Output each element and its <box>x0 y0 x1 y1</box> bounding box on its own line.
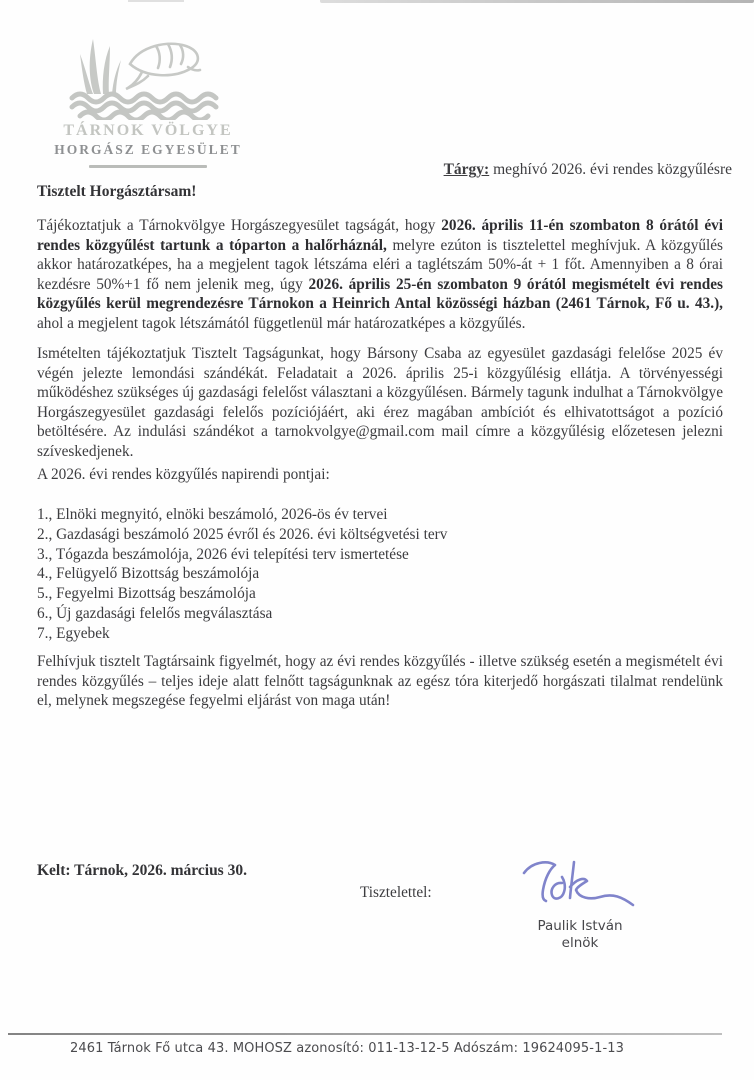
paragraph-invitation: Tájékoztatjuk a Tárnokvölgye Horgászegyesület tagságát, hogy 2026. április 11-én szombaton 8 órától évi rendes közgyűlést tartunk a tóparton a halőrháznál, melyre ezúton is tisztelettel meghívjuk. A közgyűlés akkor határozatképes, ha a megjelent tagok létszáma eléri a taglétszám 50%-át + 1 főt. Amennyiben a 8 órai kezdésre 50%+1 fő nem jelenik meg, úgy 2026. április 25-én szombaton 9 órától megismételt évi rendes közgyűlés kerül megrendezésre Tárnokon a Heinrich Antal közösségi házban (2461 Tárnok, Fő u. 43.), ahol a megjelent tagok létszámától függetlenül már határozatképes a közgyűlés. <box>37 217 724 332</box>
agenda-item: 6., Új gazdasági felelős megválasztása <box>37 604 273 622</box>
subject-line <box>444 161 732 179</box>
agenda-item: 4., Felügyelő Bizottság beszámolója <box>37 565 260 583</box>
agenda-item: 1., Elnöki megnyitó, elnöki beszámoló, 2026-ös év tervei <box>37 506 388 523</box>
paragraph-fishing-ban: Felhívjuk tisztelt Tagtársaink figyelmét, hogy az évi rendes közgyűlés - illetve szükség esetén a megismételt évi rendes közgyűlés – teljes ideje alatt felnőtt tagságunknak az egész tóra kiterjedő horgászati tilalmat rendelünk el, melynek megszegése fegyelmi eljárást von maga után! <box>37 653 723 709</box>
paragraph-treasurer: Ismételten tájékoztatjuk Tisztelt Tagságunkat, hogy Bársony Csaba az egyesület gazdasági felelőse 2025 év végén jelezte lemondási szándékát. Feladatait a 2026. április 25-i közgyűlésig ellátja. A törvényességi működéshez szükséges új gazdasági felelőst választani a közgyűlésen. Bármely tagunk indulhat a Tárnokvölgye Horgászegyesület gazdasági felelős pozíciójáért, aki érez magában ambíciót és elhivatottságot a pozíció betöltésére. Az indulási szándékot a tarnokvolgye@gmail.com mail címre a közgyűlésig előzetesen jelezni szíveskedjenek. <box>37 345 723 460</box>
agenda-list <box>37 505 447 644</box>
agenda-item: 7., Egyebek <box>37 624 110 642</box>
signature-block <box>505 918 655 952</box>
agenda-item: 2., Gazdasági beszámoló 2025 évről és 2026. évi költségvetési terv <box>37 525 448 543</box>
subject-label: Tárgy: <box>443 161 490 178</box>
signer-name: Paulik István <box>537 918 623 934</box>
association-logo <box>52 36 244 168</box>
footer-address: 2461 Tárnok Fő utca 43. MOHOSZ azonosító: 011-13-12-5 Adószám: 19624095-1-13 <box>69 1041 624 1056</box>
salutation: Tisztelt Horgásztársam! <box>37 183 197 200</box>
regards-label: Tisztelettel: <box>360 884 432 901</box>
footer-divider <box>8 1033 722 1035</box>
handwritten-signature-icon <box>512 856 646 914</box>
subject-text: meghívó 2026. évi rendes közgyűlésre <box>489 161 732 178</box>
dateline: Kelt: Tárnok, 2026. március 30. <box>37 862 247 879</box>
agenda-title: A 2026. évi rendes közgyűlés napirendi pontjai: <box>37 466 330 483</box>
agenda-item: 3., Tógazda beszámolója, 2026 évi telepítési terv ismertetése <box>37 545 409 563</box>
logo-divider <box>89 165 207 168</box>
signer-title: elnök <box>561 935 599 951</box>
logo-org-subname: HORGÁSZ EGYESÜLET <box>54 142 242 157</box>
agenda-item: 5., Fegyelmi Bizottság beszámolója <box>37 585 256 603</box>
logo-org-name: TÁRNOK VÖLGYE <box>63 122 233 139</box>
fish-and-reeds-icon <box>60 36 236 120</box>
scan-artifact-top-right <box>320 0 754 3</box>
scan-artifact-top-left <box>128 0 184 2</box>
